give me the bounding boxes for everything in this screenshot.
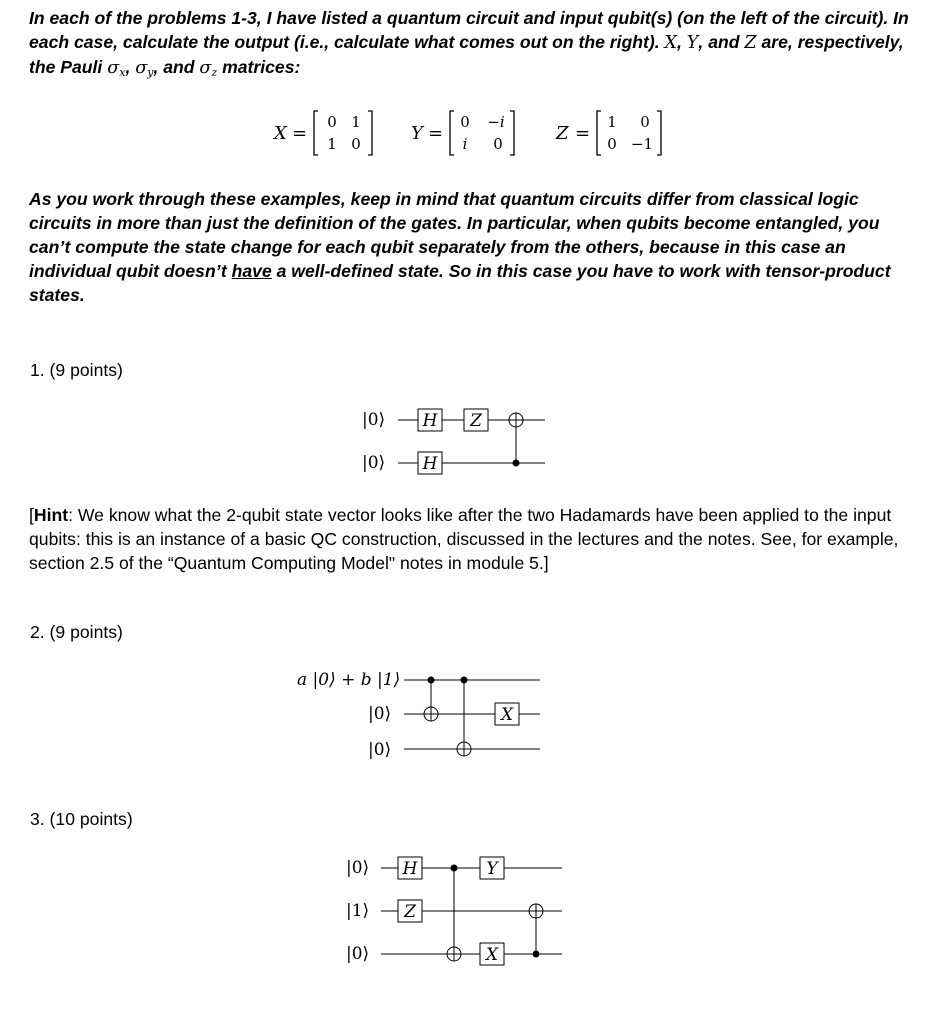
- matrix-y-equals: =: [428, 123, 444, 144]
- intro-sep-2: , and: [698, 32, 745, 52]
- circuit-1-gate-h2: H: [422, 454, 438, 474]
- circuit-3-input-2: |1⟩: [346, 901, 370, 921]
- sigma-y: σ: [135, 58, 148, 78]
- problem-2-label: 2. (9 points): [30, 622, 123, 642]
- circuit-3-cnot2-control: [533, 951, 540, 958]
- circuit-2-cnot2-target: [457, 742, 471, 756]
- entanglement-note: [29, 187, 909, 307]
- circuit-3-input-1: |0⟩: [346, 858, 370, 878]
- circuit-2: [0, 660, 928, 770]
- matrix-z-cell-11: 1: [607, 113, 617, 131]
- note-text-before: As you work through these examples, keep in mind that quantum circuits differ from classical logic circuits in more than just the definition of the gates. In particular, when qubits become entangled, you can’t compute the state change for each qubit separately from the others, because in this case an individual qubit doesn’t: [29, 189, 880, 281]
- hint-paragraph: [29, 503, 919, 575]
- matrix-z-equals: =: [575, 123, 591, 144]
- intro-paragraph: [29, 6, 919, 85]
- circuit-1-input-2: |0⟩: [362, 453, 386, 473]
- matrix-y-cell-21: i: [462, 135, 468, 153]
- sigma-y-sub: y: [147, 66, 154, 79]
- matrix-y-name: Y: [411, 123, 423, 144]
- matrix-y: [411, 111, 514, 155]
- circuit-3-gate-x: X: [485, 945, 499, 965]
- intro-sep-1: ,: [677, 32, 687, 52]
- circuit-1: [0, 400, 928, 480]
- matrix-y-cell-12: −i: [487, 113, 505, 131]
- note-underlined-have: have: [231, 261, 272, 281]
- matrix-y-cell-22: 0: [493, 135, 503, 153]
- problem-3-label: 3. (10 points): [30, 809, 133, 829]
- circuit-2-input-3: |0⟩: [368, 740, 392, 760]
- circuit-2-cnot1-control: [428, 677, 435, 684]
- matrix-z-name: Z: [556, 123, 569, 144]
- intro-text-3: matrices:: [217, 57, 301, 77]
- note-text-after: a well-defined state. So in this case you have to work with tensor-product states.: [29, 261, 891, 305]
- matrix-x-cell-11: 0: [327, 113, 337, 131]
- matrix-z-cell-12: 0: [640, 113, 650, 131]
- sigma-x-sub: x: [119, 66, 126, 79]
- circuit-3-gate-h: H: [402, 859, 418, 879]
- circuit-1-gate-h1: H: [422, 411, 438, 431]
- circuit-1-cnot-target: [509, 413, 523, 427]
- problem-1-label: 1. (9 points): [30, 360, 123, 380]
- circuit-2-cnot2-control: [461, 677, 468, 684]
- circuit-2-input-1: a |0⟩ + b |1⟩: [297, 670, 401, 690]
- circuit-3-cnot1-control: [451, 865, 458, 872]
- circuit-1-cnot-control: [513, 460, 520, 467]
- matrix-z-cell-22: −1: [630, 135, 654, 153]
- circuit-2-input-2: |0⟩: [368, 704, 392, 724]
- intro-y: Y: [686, 33, 699, 53]
- circuit-3-gate-y: Y: [486, 859, 498, 879]
- intro-comma-a: ,: [125, 57, 136, 77]
- hint-text: : We know what the 2-qubit state vector looks like after the two Hadamards have been applied to the input qubits: this is an instance of a basic QC construction, discussed in the lectures and the notes. See, for example, section 2.5 of the “Quantum Computing Model" notes in module 5.]: [29, 505, 899, 573]
- intro-comma-b: , and: [153, 57, 200, 77]
- intro-x: X: [664, 33, 678, 53]
- intro-text-1: In each of the problems 1-3, I have listed a quantum circuit and input qubit(s) (on the left of the circuit). In each case, calculate the output (i.e., calculate what comes out on the right).: [29, 8, 909, 52]
- sigma-z-sub: z: [211, 66, 218, 79]
- circuit-2-gate-x: X: [500, 705, 514, 725]
- matrix-z-cell-21: 0: [607, 135, 617, 153]
- hint-bold-label: Hint: [33, 505, 69, 525]
- circuit-3-cnot2-target: [529, 904, 543, 918]
- matrix-y-cell-11: 0: [460, 113, 470, 131]
- matrix-x-cell-22: 0: [351, 135, 361, 153]
- circuit-1-input-1: |0⟩: [362, 410, 386, 430]
- matrix-z: [555, 111, 661, 155]
- matrix-x-name: X: [274, 123, 287, 144]
- intro-text-2: are, respectively, the Pauli: [29, 32, 904, 77]
- circuit-3: [0, 848, 928, 978]
- matrix-x-cell-12: 1: [351, 113, 361, 131]
- circuit-3-cnot1-target: [447, 947, 461, 961]
- matrix-x-equals: =: [292, 123, 308, 144]
- pauli-matrices: [0, 100, 928, 170]
- sigma-x: σ: [107, 58, 120, 78]
- circuit-3-gate-z: Z: [404, 902, 416, 922]
- circuit-2-cnot1-target: [424, 707, 438, 721]
- matrix-x: [272, 111, 372, 155]
- circuit-1-gate-z: Z: [470, 411, 482, 431]
- sigma-z: σ: [199, 58, 212, 78]
- circuit-3-input-3: |0⟩: [346, 944, 370, 964]
- matrix-x-cell-21: 1: [327, 135, 337, 153]
- hint-open-bracket: [: [29, 505, 34, 525]
- intro-z: Z: [744, 33, 757, 53]
